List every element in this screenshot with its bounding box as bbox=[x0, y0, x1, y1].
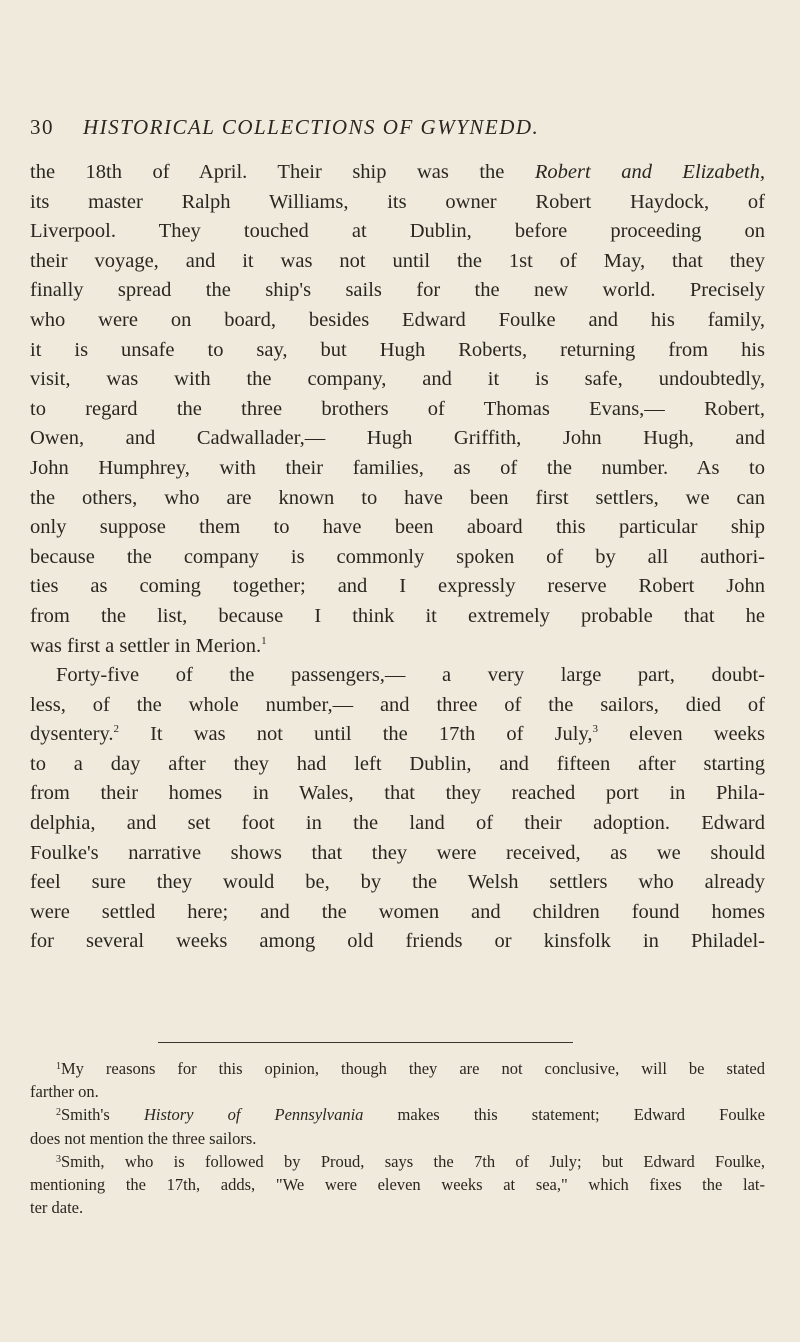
body-text bbox=[30, 158, 765, 957]
text-line: only suppose them to have been aboard this particular ship bbox=[30, 516, 765, 539]
page-number: 30 bbox=[30, 115, 54, 139]
text-line: because the company is commonly spoken of by all authori- bbox=[30, 545, 765, 568]
text-line: from their homes in Wales, that they reached port in Phila- bbox=[30, 782, 765, 805]
text-line: Foulke's narrative shows that they were received, as we should bbox=[30, 841, 765, 864]
footnote-ref[interactable]: 3 bbox=[592, 723, 599, 736]
text-line: who were on board, besides Edward Foulke and his family, bbox=[30, 308, 765, 331]
footnote-mark: 3 bbox=[56, 1153, 61, 1165]
text-line: to a day after they had left Dublin, and fifteen after starting bbox=[30, 752, 765, 775]
text-line: were settled here; and the women and children found homes bbox=[30, 900, 765, 923]
text-line: for several weeks among old friends or kinsfolk in Philadel- bbox=[30, 930, 765, 953]
text-line: John Humphrey, with their families, as of the number. As to bbox=[30, 456, 765, 479]
footnote-divider bbox=[158, 1042, 573, 1043]
running-title: HISTORICAL COLLECTIONS OF GWYNEDD. bbox=[83, 115, 540, 139]
text-line: their voyage, and it was not until the 1st of May, that they bbox=[30, 249, 765, 272]
text-line: to regard the three brothers of Thomas Evans,— Robert, bbox=[30, 397, 765, 420]
footnote-3: $^3$Smith, who is followed by Proud, says the 7th of July; but Edward Foulke, bbox=[56, 1151, 765, 1171]
footnote-1: $^1$My reasons for this opinion, though they are not conclusive, will be stated bbox=[56, 1059, 765, 1078]
text-line: dysentery.$^2$ It was not until the 17th of July,$^3$ eleven weeks bbox=[30, 723, 765, 746]
footnote-2: $^2$Smith's History of Pennsylvania makes this statement; Edward Foulke bbox=[56, 1105, 766, 1125]
text-line: its master Ralph Williams, its owner Robert Haydock, of bbox=[30, 190, 765, 213]
text-line: Forty-five of the passengers,— a very large part, doubt- bbox=[56, 664, 765, 687]
footnote-1-cont: farther on. bbox=[30, 1082, 99, 1102]
footnote-3-cont: ter date. bbox=[30, 1198, 84, 1218]
text-line: less, of the whole number,— and three of the sailors, died of bbox=[30, 693, 765, 716]
text-line: finally spread the ship's sails for the new world. Precisely bbox=[30, 279, 765, 302]
footnotes bbox=[30, 1057, 765, 1219]
text-line: Liverpool. They touched at Dublin, before proceeding on bbox=[30, 220, 765, 243]
text-line: was first a settler in Merion.$^1$ bbox=[30, 634, 267, 657]
footnote-3-cont: mentioning the 17th, adds, "We were eleven weeks at sea," which fixes the lat- bbox=[30, 1174, 765, 1194]
footnote-2-cont: does not mention the three sailors. bbox=[30, 1128, 257, 1148]
text-line: visit, was with the company, and it is safe, undoubtedly, bbox=[30, 368, 765, 391]
footnote-ref[interactable]: 1 bbox=[261, 634, 267, 647]
text-line: it is unsafe to say, but Hugh Roberts, returning from his bbox=[30, 338, 765, 361]
footnote-ref[interactable]: 2 bbox=[113, 723, 119, 736]
text-line: the 18th of April. Their ship was the Robert and Elizabeth, bbox=[30, 161, 765, 183]
text-line: the others, who are known to have been first settlers, we can bbox=[30, 486, 765, 509]
footnote-mark: 2 bbox=[56, 1107, 61, 1119]
text-line: Owen, and Cadwallader,— Hugh Griffith, John Hugh, and bbox=[30, 427, 765, 450]
footnote-mark: 1 bbox=[56, 1061, 61, 1072]
text-line: ties as coming together; and I expressly reserve Robert John bbox=[30, 575, 765, 598]
text-line: feel sure they would be, by the Welsh settlers who already bbox=[30, 871, 765, 894]
book-title: History of Pennsylvania bbox=[143, 1105, 364, 1125]
running-header bbox=[30, 110, 750, 144]
ship-name: Robert and Elizabeth, bbox=[534, 161, 765, 183]
text-line: delphia, and set foot in the land of their adoption. Edward bbox=[30, 812, 765, 835]
text-line: from the list, because I think it extremely probable that he bbox=[30, 604, 765, 627]
